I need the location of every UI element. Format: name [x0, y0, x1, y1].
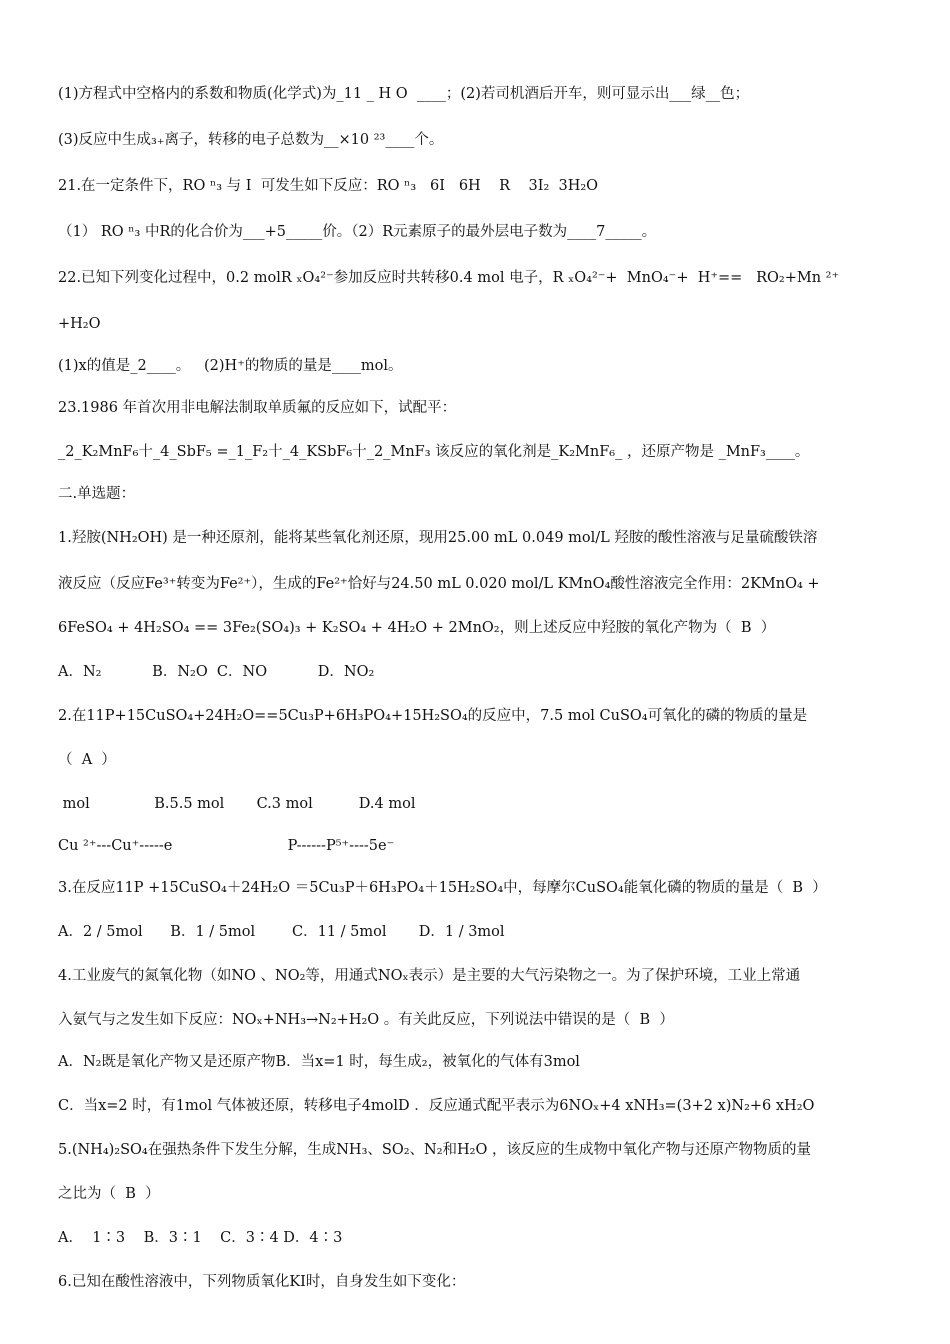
text-line: mol B.5.5 mol C.3 mol D.4 mol	[58, 796, 416, 812]
text-line: (3)反应中生成₃₊离子，转移的电子总数为__×10 ²³____个。	[58, 132, 444, 148]
text-line: 5.(NH₄)₂SO₄在强热条件下发生分解，生成NH₃、SO₂、N₂和H₂O ，该反应的生成物中氧化产物与还原产物物质的量	[58, 1142, 811, 1158]
text-line: 6FeSO₄ + 4H₂SO₄ == 3Fe₂(SO₄)₃ + K₂SO₄ + 4H₂O + 2MnO₂，则上述反应中羟胺的氧化产物为（ B ）	[58, 620, 776, 636]
text-line: A．N₂既是氧化产物又是还原产物B．当x=1 时，每生成₂，被氧化的气体有3mol	[58, 1054, 580, 1070]
text-line: 二.单选题：	[58, 486, 136, 502]
text-line: （1） RO ⁿ₃ 中R的化合价为___+5_____价。（2）R元素原子的最外层电子数为____7_____。	[58, 224, 657, 240]
text-line: 6.已知在酸性溶液中，下列物质氧化KI时，自身发生如下变化：	[58, 1274, 466, 1290]
text-line: A． 1∶3 B．3∶1 C．3∶4 D．4∶3	[58, 1230, 343, 1246]
text-line: 入氨气与之发生如下反应：NOₓ+NH₃→N₂+H₂O 。有关此反应，下列说法中错误的是（ B ）	[58, 1012, 674, 1028]
text-line: 22.已知下列变化过程中，0.2 molR ₓO₄²⁻参加反应时共转移0.4 mol 电子，R ₓO₄²⁻+ MnO₄⁻+ H⁺== RO₂+Mn ²⁺	[58, 270, 840, 286]
text-line: (1)方程式中空格内的系数和物质(化学式)为_11 _ H O ____；(2)若司机酒后开车，则可显示出___绿__色；	[58, 86, 750, 102]
text-line: 3.在反应11P +15CuSO₄＋24H₂O ＝5Cu₃P＋6H₃PO₄＋15H₂SO₄中，每摩尔CuSO₄能氧化磷的物质的量是（ B ）	[58, 880, 827, 896]
text-line: A．2 / 5mol B．1 / 5mol C．11 / 5mol D．1 / 3mol	[58, 924, 505, 940]
text-line: Cu ²⁺---Cu⁺-----e P------P⁵⁺----5e⁻	[58, 838, 395, 854]
text-line: A．N₂ B．N₂O C．NO D．NO₂	[58, 664, 375, 680]
text-line: 4.工业废气的氮氧化物（如NO 、NO₂等，用通式NOₓ表示）是主要的大气污染物之一。为了保护环境，工业上常通	[58, 968, 801, 984]
text-line: _2_K₂MnF₆十_4_SbF₅ =_1_F₂十_4_KSbF₆十_2_MnF₃ 该反应的氧化剂是_K₂MnF₆_ ，还原产物是 _MnF₃____。	[58, 444, 810, 460]
text-line: 23.1986 年首次用非电解法制取单质氟的反应如下，试配平：	[58, 400, 457, 416]
text-line: +H₂O	[58, 316, 101, 332]
text-line: 21.在一定条件下，RO ⁿ₃ 与 I 可发生如下反应：RO ⁿ₃ 6I 6H R 3I₂ 3H₂O	[58, 178, 599, 194]
text-line: (1)x的值是_2____。 (2)H⁺的物质的量是____mol。	[58, 358, 403, 374]
text-line: 液反应（反应Fe³⁺转变为Fe²⁺），生成的Fe²⁺恰好与24.50 mL 0.020 mol/L KMnO₄酸性溶液完全作用：2KMnO₄ +	[58, 576, 820, 592]
text-line: C．当x=2 时，有1mol 气体被还原，转移电子4molD ．反应通式配平表示为6NOₓ+4 xNH₃=(3+2 x)N₂+6 xH₂O	[58, 1098, 815, 1114]
text-line: 之比为（ B ）	[58, 1186, 160, 1202]
text-line: 2.在11P+15CuSO₄+24H₂O==5Cu₃P+6H₃PO₄+15H₂SO₄的反应中，7.5 mol CuSO₄可氧化的磷的物质的量是	[58, 708, 808, 724]
text-line: （ A ）	[58, 752, 116, 768]
text-line: 1.羟胺(NH₂OH) 是一种还原剂，能将某些氧化剂还原，现用25.00 mL 0.049 mol/L 羟胺的酸性溶液与足量硫酸铁溶	[58, 530, 818, 546]
